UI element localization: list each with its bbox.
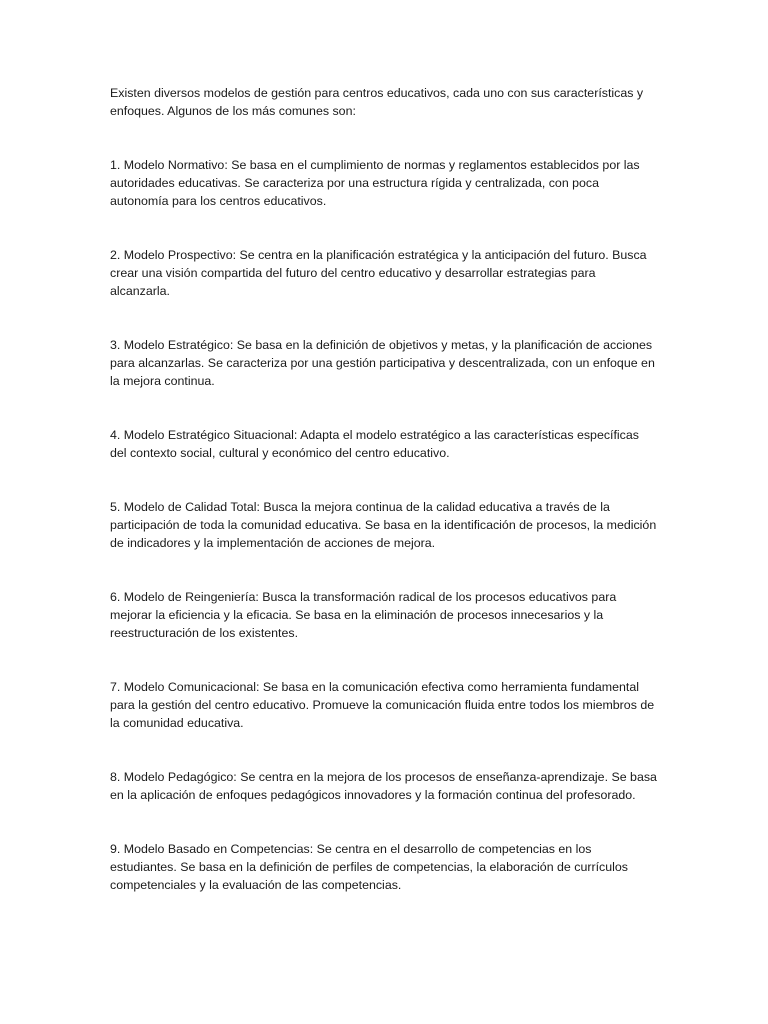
model-item-reingenieria: 6. Modelo de Reingeniería: Busca la transformación radical de los procesos educativos para mejorar la eficiencia y la eficacia. Se basa en la eliminación de procesos innecesarios y la reestructuración de los existentes.	[110, 590, 617, 640]
model-item-competencias: 9. Modelo Basado en Competencias: Se centra en el desarrollo de competencias en los estudiantes. Se basa en la definición de perfiles de competencias, la elaboración de currículos competenciales y la evaluación de las competencias.	[110, 842, 628, 892]
document-body	[110, 84, 658, 930]
model-item-estrategico: 3. Modelo Estratégico: Se basa en la definición de objetivos y metas, y la planificación de acciones para alcanzarlas. Se caracteriza por una gestión participativa y descentralizada, con un enfoque en la mejora continua.	[110, 338, 655, 388]
model-item-prospectivo: 2. Modelo Prospectivo: Se centra en la planificación estratégica y la anticipación del futuro. Busca crear una visión compartida del futuro del centro educativo y desarrollar estrategias para alcanzarla.	[110, 248, 647, 298]
model-item-calidad-total: 5. Modelo de Calidad Total: Busca la mejora continua de la calidad educativa a través de la participación de toda la comunidad educativa. Se basa en la identificación de procesos, la medición de indicadores y la implementación de acciones de mejora.	[110, 500, 657, 550]
intro-paragraph: Existen diversos modelos de gestión para centros educativos, cada uno con sus características y enfoques. Algunos de los más comunes son:	[110, 86, 644, 118]
model-item-normativo: 1. Modelo Normativo: Se basa en el cumplimiento de normas y reglamentos establecidos por las autoridades educativas. Se caracteriza por una estructura rígida y centralizada, con poca autonomía para los centros educativos.	[110, 158, 640, 208]
model-item-estrategico-situacional: 4. Modelo Estratégico Situacional: Adapta el modelo estratégico a las características específicas del contexto social, cultural y económico del centro educativo.	[110, 428, 639, 460]
model-item-comunicacional: 7. Modelo Comunicacional: Se basa en la comunicación efectiva como herramienta fundamental para la gestión del centro educativo. Promueve la comunicación fluida entre todos los miembros de la comunidad educativa.	[110, 680, 655, 730]
model-item-pedagogico: 8. Modelo Pedagógico: Se centra en la mejora de los procesos de enseñanza-aprendizaje. Se basa en la aplicación de enfoques pedagógicos innovadores y la formación continua del profesorado.	[110, 770, 657, 802]
